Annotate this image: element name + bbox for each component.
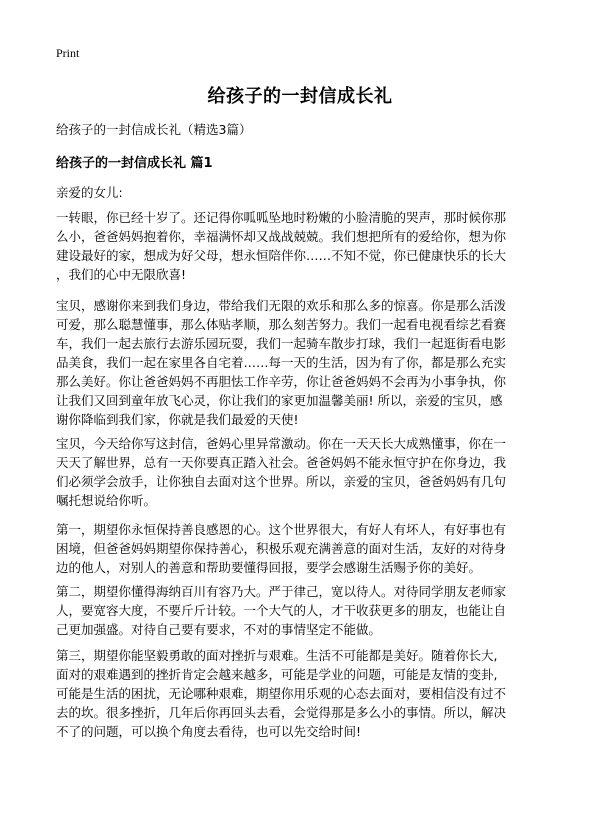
paragraph-line: 面对的艰难遇到的挫折肯定会越来越多，可能是学业的问题，可能是友情的变卦, (56, 667, 498, 682)
paragraph-2 (56, 296, 556, 429)
paragraph-line: 困境，但爸爸妈妈期望你保持善心，积极乐观充满善意的面对生活，友好的对待身 (56, 541, 507, 556)
paragraph-line: 可爱，那么聪慧懂事，那么体贴孝顺，那么刻苦努力。我们一起看电视看综艺看赛 (56, 317, 507, 332)
paragraph-line: 边的他人，对别人的善意和帮助要懂得回报，要学会感谢生活赐予你的美好。 (56, 560, 482, 575)
paragraph-line: 那么美好。你让爸爸妈妈不再胆怯工作辛劳，你让爸爸妈妈不会再为小事争执，你 (56, 374, 507, 389)
paragraph-line: 可能是生活的困扰，无论哪种艰难，期望你用乐观的心态去面对，要相信没有过不 (56, 686, 507, 701)
paragraph-line: 么小，爸爸妈妈抱着你，幸福满怀却又战战兢兢。我们想把所有的爱给你，想为你 (56, 229, 507, 244)
paragraph-6 (56, 646, 556, 741)
paragraph-line: 让我们又回到童年放飞心灵，你让我们的家更加温馨美丽! 所以，亲爱的宝贝，感 (56, 393, 503, 408)
paragraph-line: 不了的问题，可以换个角度去看待，也可以先交给时间! (56, 724, 362, 739)
paragraph-line: 一转眼，你已经十岁了。还记得你呱呱坠地时粉嫩的小脸清脆的哭声，那时候你那 (56, 210, 507, 225)
paragraph-line: 谢你降临到我们家，你就是我们最爱的天使! (56, 412, 299, 427)
paragraph-line: 们必须学会放手，让你独自去面对这个世界。所以，亲爱的宝贝，爸爸妈妈有几句 (56, 474, 507, 489)
paragraph-line: 第一，期望你永恒保持善良感恩的心。这个世界很大，有好人有坏人，有好事也有 (56, 522, 507, 537)
paragraph-line: 嘱托想说给你听。 (56, 493, 157, 508)
paragraph-5 (56, 582, 556, 639)
paragraph-1 (56, 208, 556, 284)
paragraph-4 (56, 520, 556, 577)
paragraph-line: 车，我们一起去旅行去游乐园玩耍，我们一起骑车散步打球，我们一起逛街看电影 (56, 336, 507, 351)
document-title: 给孩子的一封信成长礼 (207, 86, 393, 107)
paragraph-line: ，我们的心中无限欣喜! (56, 267, 187, 282)
paragraph-line: 品美食，我们一起在家里各自宅着……每一天的生活，因为有了你，都是那么充实 (56, 355, 507, 370)
document-subtitle: 给孩子的一封信成长礼（精选3篇） (56, 122, 252, 137)
paragraph-line: 宝贝，今天给你写这封信，爸妈心里异常激动。你在一天天长大成熟懂事，你在一 (56, 436, 507, 451)
print-link[interactable]: Print (56, 46, 80, 60)
salutation: 亲爱的女儿: (56, 185, 123, 200)
section-heading: 给孩子的一封信成长礼 篇1 (56, 156, 213, 171)
paragraph-line: 去的坎。很多挫折，几年后你再回头去看，会觉得那是多么小的事情。所以，解决 (56, 705, 507, 720)
paragraph-line: 建设最好的家，想成为好父母，想永恒陪伴你……不知不觉，你已健康快乐的长大 (56, 248, 507, 263)
paragraph-line: 己更加强盛。对待自己要有要求，不对的事情坚定不能做。 (56, 622, 382, 637)
paragraph-line: 第二，期望你懂得海纳百川有容乃大。严于律己，宽以待人。对待同学朋友老师家 (56, 584, 507, 599)
paragraph-line: 宝贝，感谢你来到我们身边，带给我们无限的欢乐和那么多的惊喜。你是那么活泼 (56, 298, 507, 313)
paragraph-line: 第三，期望你能坚毅勇敢的面对挫折与艰难。生活不可能都是美好。随着你长大, (56, 648, 498, 663)
paragraph-line: 天天了解世界，总有一天你要真正踏入社会。爸爸妈妈不能永恒守护在你身边，我 (56, 455, 507, 470)
paragraph-3 (56, 434, 556, 510)
paragraph-line: 人，要宽容大度，不要斤斤计较。一个大气的人，才干收获更多的朋友，也能让自 (56, 603, 507, 618)
